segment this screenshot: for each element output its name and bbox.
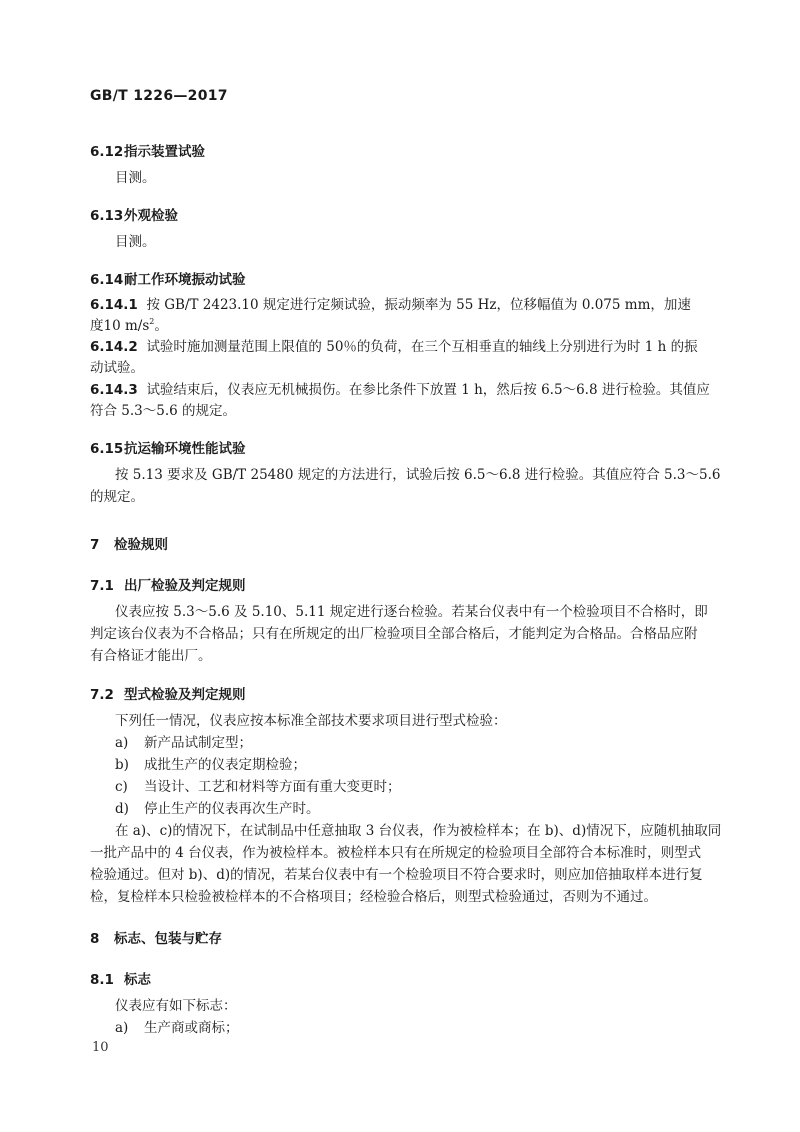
paragraph-6-12: 目测。 [115, 170, 156, 186]
heading-number: 6.12 [90, 144, 124, 160]
heading-number: 7 [90, 537, 100, 553]
paragraph-8-1-intro: 仪表应有如下标志： [115, 998, 237, 1014]
list-item [115, 799, 320, 821]
list-item-label: b) [115, 757, 129, 773]
paragraph-6-13: 目测。 [115, 234, 156, 250]
heading-7 [90, 533, 168, 553]
clause-text: 度10 m/s [90, 318, 150, 334]
list-item-text: 新产品试制定型； [144, 735, 252, 751]
heading-title: 标志 [124, 972, 151, 988]
list-item-text: 成批生产的仪表定期检验； [144, 757, 306, 773]
heading-8 [90, 927, 222, 947]
heading-number: 6.14 [90, 272, 124, 288]
list-item [115, 755, 306, 777]
clause-text: 按 GB/T 2423.10 规定进行定频试验，振动频率为 55 Hz，位移幅值为 0.075 mm，加速 [146, 297, 691, 313]
page-number: 10 [92, 1040, 109, 1055]
heading-number: 8.1 [90, 972, 114, 988]
paragraph-7-2-line-2: 一批产品中的 4 台仪表，作为被检样本。被检样本只有在所规定的检验项目全部符合本标准时，则型式 [90, 845, 702, 861]
clause-number: 6.14.1 [90, 297, 138, 313]
clause-text: 试验结束后，仪表应无机械损伤。在参比条件下放置 1 h，然后按 6.5～6.8 进行检验。其值应 [146, 382, 710, 398]
paragraph-6-15-line-1: 按 5.13 要求及 GB/T 25480 规定的方法进行，试验后按 6.5～6.8 进行检验。其值应符合 5.3～5.6 [115, 467, 721, 483]
list-item [115, 1018, 239, 1040]
heading-title: 指示装置试验 [124, 144, 205, 160]
clause-number: 6.14.2 [90, 339, 138, 355]
paragraph-7-2-line-3: 检验通过。但对 b)、d)的情况，若某台仪表中有一个检验项目不符合要求时，则应加倍抽取样本进行复 [90, 867, 703, 883]
heading-title: 标志、包装与贮存 [114, 931, 222, 947]
heading-8-1 [90, 968, 151, 988]
heading-7-1 [90, 574, 246, 594]
clause-6-14-3-line-1 [90, 380, 710, 402]
heading-6-14 [90, 268, 246, 288]
heading-6-12 [90, 140, 205, 160]
heading-title: 外观检验 [124, 208, 178, 224]
heading-7-2 [90, 683, 246, 703]
heading-number: 8 [90, 931, 100, 947]
list-item-label: d) [115, 801, 129, 817]
clause-6-14-2-line-1 [90, 337, 698, 359]
heading-title: 型式检验及判定规则 [124, 687, 246, 703]
superscript: 2 [149, 317, 155, 326]
heading-number: 7.1 [90, 578, 114, 594]
clause-6-14-2-line-2: 动试验。 [90, 360, 144, 376]
list-item-text: 当设计、工艺和材料等方面有重大变更时； [144, 779, 401, 795]
heading-number: 6.15 [90, 441, 124, 457]
paragraph-7-2-line-4: 检，复检样本只检验被检样本的不合格项目；经检验合格后，则型式检验通过，否则为不通过。 [90, 889, 657, 905]
paragraph-7-1-line-3: 有合格证才能出厂。 [90, 648, 212, 664]
list-item [115, 733, 252, 755]
list-item [115, 777, 401, 799]
heading-title: 耐工作环境振动试验 [124, 272, 246, 288]
paragraph-7-1-line-1: 仪表应按 5.3～5.6 及 5.10、5.11 规定进行逐台检验。若某台仪表中有一个检验项目不合格时，即 [115, 604, 708, 620]
clause-6-14-1-line-1 [90, 295, 691, 317]
list-item-text: 生产商或商标； [144, 1020, 239, 1036]
clause-6-14-1-line-2 [90, 316, 168, 338]
paragraph-7-2-intro: 下列任一情况，仪表应按本标准全部技术要求项目进行型式检验： [115, 713, 507, 729]
clause-number: 6.14.3 [90, 382, 138, 398]
standard-code-header: GB/T 1226—2017 [90, 88, 228, 104]
list-item-label: a) [115, 1020, 129, 1036]
heading-6-13 [90, 204, 178, 224]
clause-text-end: 。 [154, 318, 168, 334]
paragraph-7-2-line-1: 在 a)、c)的情况下，在试制品中任意抽取 3 台仪表，作为被检样本；在 b)、d)情况下，应随机抽取同 [115, 823, 722, 839]
heading-title: 抗运输环境性能试验 [124, 441, 246, 457]
heading-title: 出厂检验及判定规则 [124, 578, 246, 594]
heading-6-15 [90, 437, 246, 457]
heading-number: 7.2 [90, 687, 114, 703]
heading-title: 检验规则 [114, 537, 168, 553]
list-item-label: c) [115, 779, 128, 795]
paragraph-6-15-line-2: 的规定。 [90, 489, 144, 505]
paragraph-7-1-line-2: 判定该台仪表为不合格品；只有在所规定的出厂检验项目全部合格后，才能判定为合格品。合格品应附 [90, 626, 698, 642]
list-item-text: 停止生产的仪表再次生产时。 [144, 801, 320, 817]
clause-text: 试验时施加测量范围上限值的 50％的负荷，在三个互相垂直的轴线上分别进行为时 1 h 的振 [146, 339, 698, 355]
heading-number: 6.13 [90, 208, 124, 224]
clause-6-14-3-line-2: 符合 5.3～5.6 的规定。 [90, 403, 237, 419]
list-item-label: a) [115, 735, 129, 751]
